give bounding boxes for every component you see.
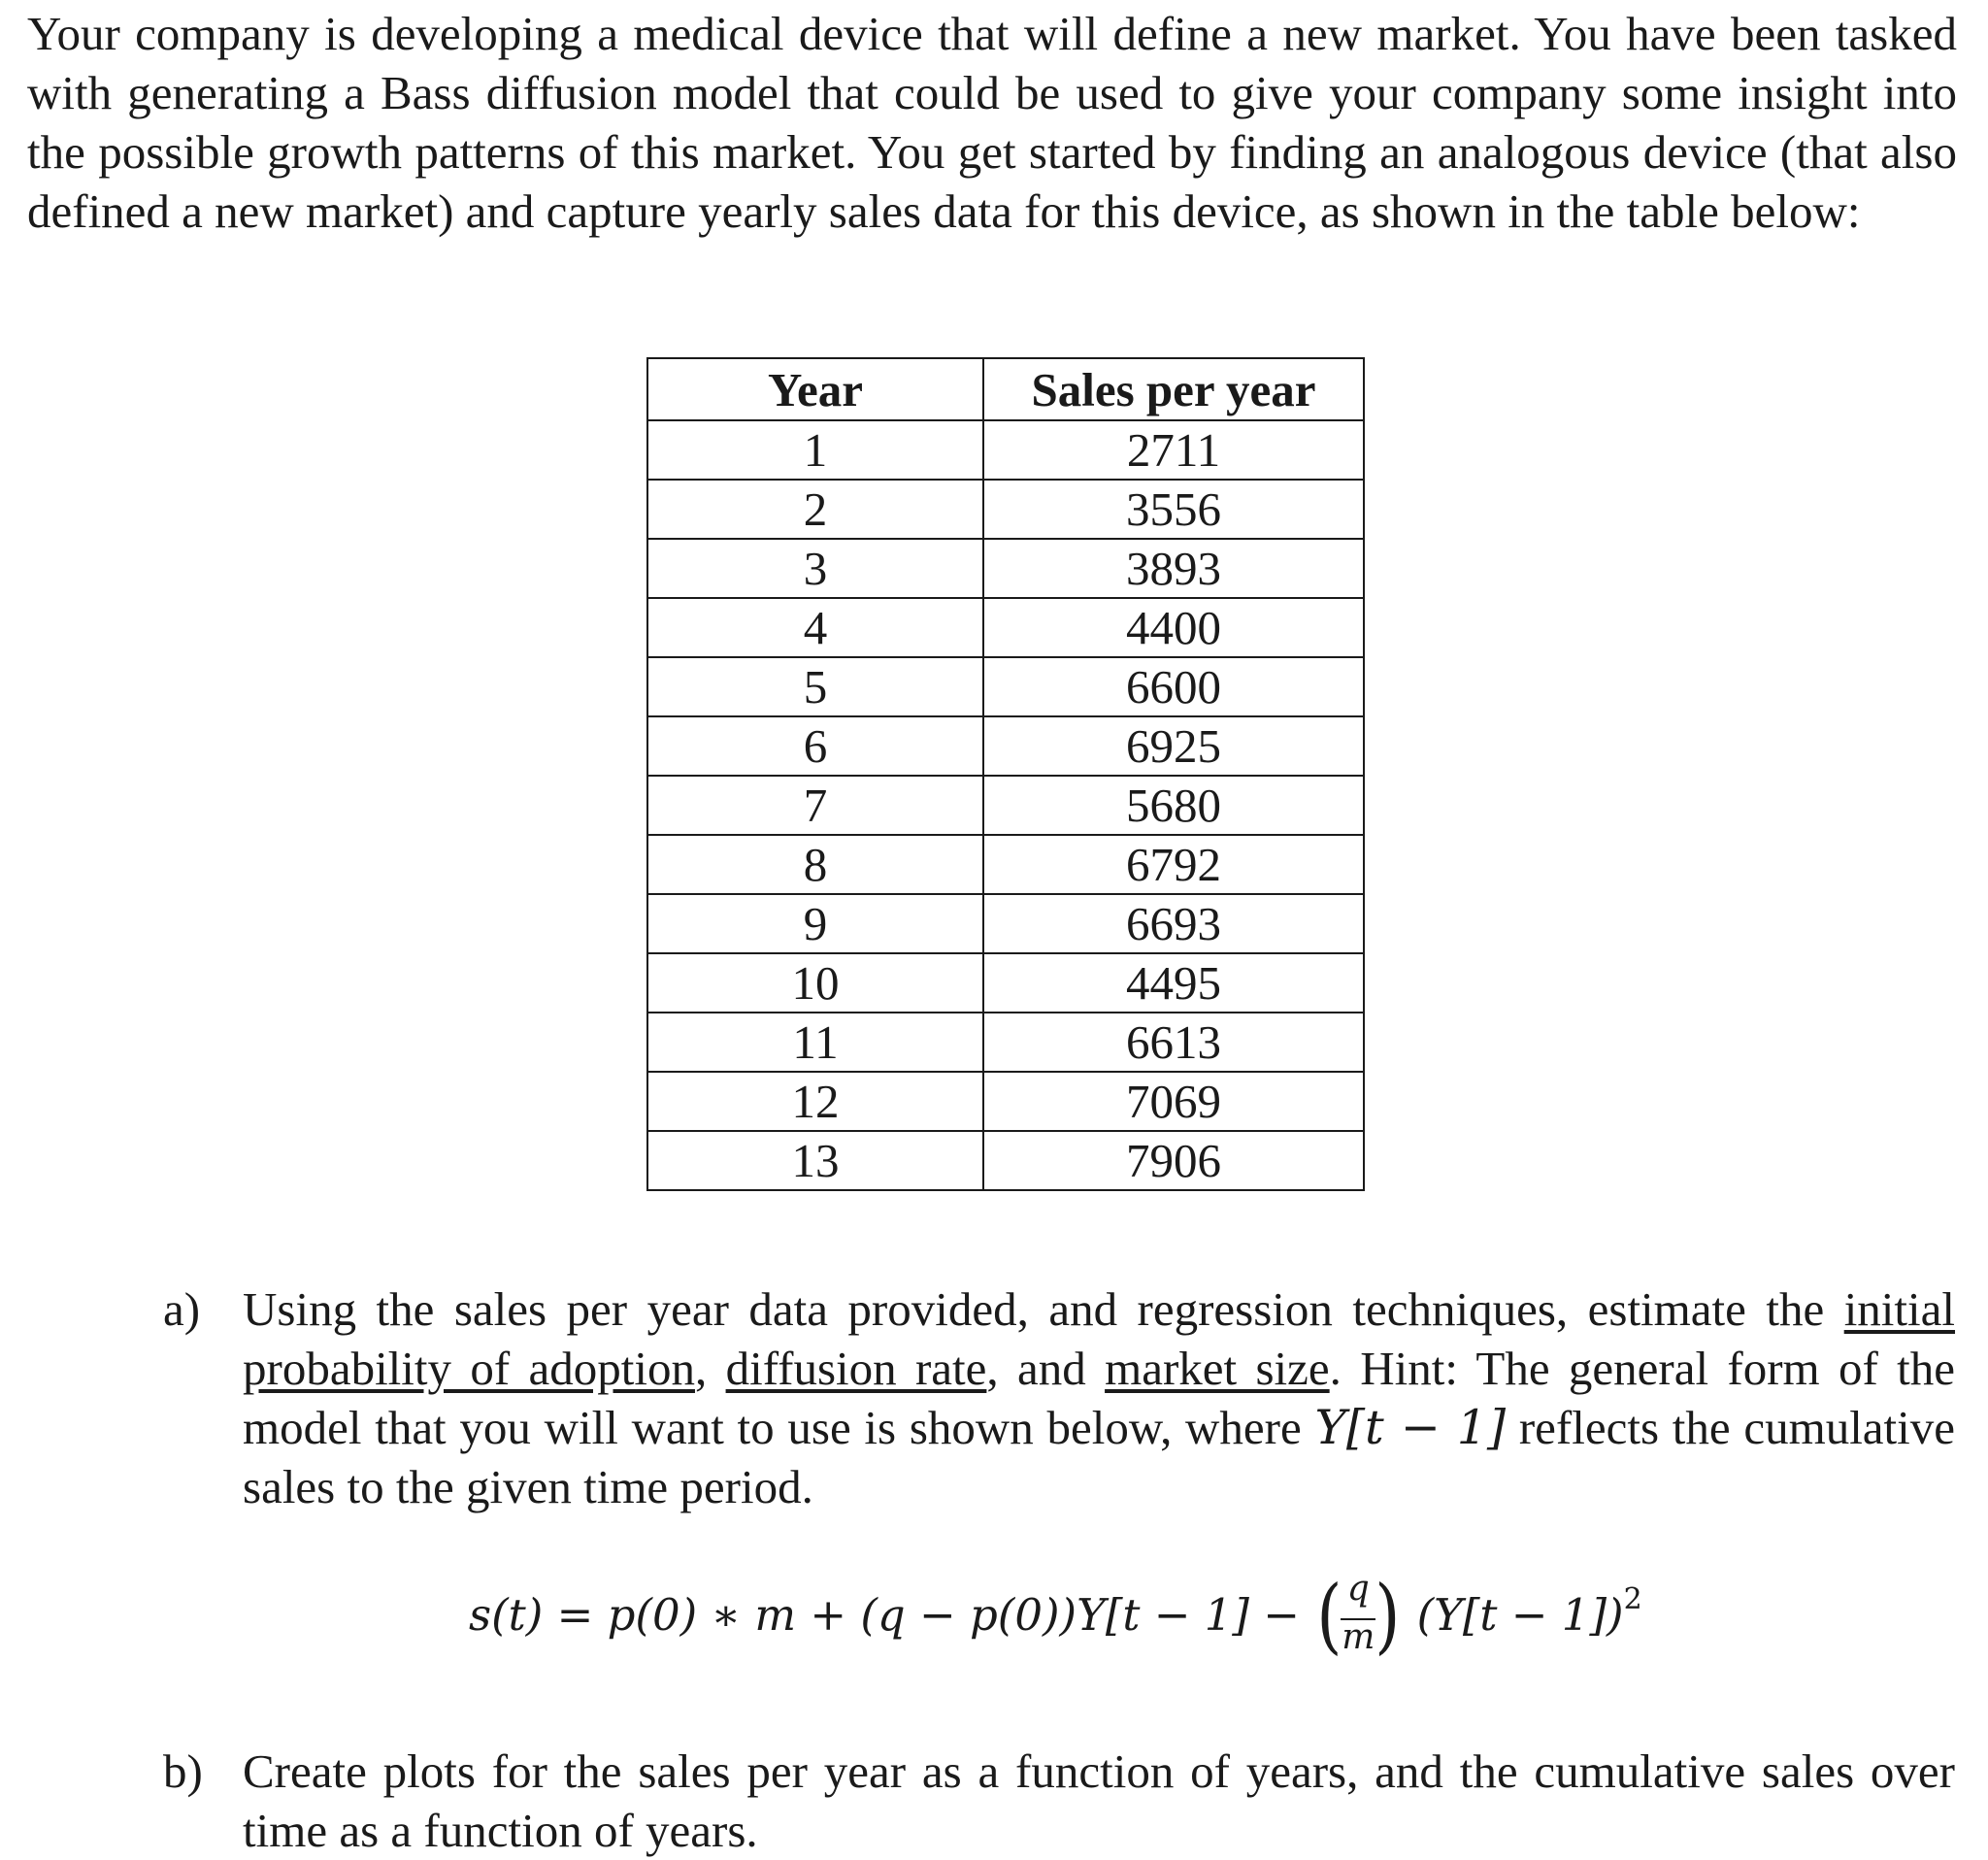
bass-formula <box>469 1556 1642 1663</box>
formula-rhs: (Y[t − 1]) <box>1416 1589 1624 1641</box>
cell-sales: 6792 <box>983 835 1364 894</box>
cell-year: 1 <box>647 420 983 480</box>
cell-year: 2 <box>647 480 983 539</box>
table-row <box>647 420 1364 480</box>
cell-year: 5 <box>647 657 983 716</box>
table-row <box>647 776 1364 835</box>
question-a <box>163 1279 1955 1516</box>
cell-year: 4 <box>647 598 983 657</box>
cell-sales: 6613 <box>983 1013 1364 1072</box>
cell-sales: 2711 <box>983 420 1364 480</box>
question-a-sep-2: , and <box>986 1342 1086 1395</box>
formula-fraction: ( q m ) <box>1313 1576 1403 1663</box>
table-row <box>647 1131 1364 1190</box>
question-a-text-2: . Hint: The general form of the model that you will want to use is shown below, where <box>243 1342 1956 1454</box>
formula-frac-numerator: q <box>1346 1568 1370 1609</box>
formula-frac-denominator: m <box>1342 1616 1375 1657</box>
cell-year: 11 <box>647 1013 983 1072</box>
term-diffusion-rate: diffusion rate <box>725 1342 987 1395</box>
table-row <box>647 716 1364 776</box>
cell-sales: 6693 <box>983 894 1364 953</box>
term-initial-probability: initial probability of adoption <box>243 1282 1956 1395</box>
table-row <box>647 1072 1364 1131</box>
table-row <box>647 539 1364 598</box>
intro-paragraph: Your company is developing a medical device that will define a new market. You have been tasked with generating a Bass diffusion model that could be used to give your company some insight into the possible growth patterns of this market. You get started by finding an analogous device (that also defined a new market) and capture yearly sales data for this device, as shown in the table below: <box>27 7 1957 238</box>
cell-sales: 3556 <box>983 480 1364 539</box>
table-row <box>647 480 1364 539</box>
question-a-text-1: Using the sales per year data provided, and regression techniques, estimate the <box>243 1282 1825 1336</box>
question-b-text: Create plots for the sales per year as a function of years, and the cumulative sales over time as a function of years. <box>243 1744 1955 1857</box>
cell-year: 10 <box>647 953 983 1013</box>
table-row <box>647 1013 1364 1072</box>
cell-year: 6 <box>647 716 983 776</box>
cell-sales: 7906 <box>983 1131 1364 1190</box>
cell-sales: 7069 <box>983 1072 1364 1131</box>
cell-year: 13 <box>647 1131 983 1190</box>
cell-sales: 5680 <box>983 776 1364 835</box>
table-row <box>647 598 1364 657</box>
table-row <box>647 953 1364 1013</box>
cell-year: 9 <box>647 894 983 953</box>
question-a-body <box>243 1279 1955 1516</box>
table-header-row <box>647 358 1364 420</box>
cell-year: 7 <box>647 776 983 835</box>
cell-sales: 3893 <box>983 539 1364 598</box>
math-cumulative-ref: Y[t − 1] <box>1314 1400 1507 1455</box>
cell-sales: 6600 <box>983 657 1364 716</box>
formula-lhs: s(t) = p(0) ∗ m + (q − p(0))Y[t − 1] − <box>469 1589 1300 1641</box>
question-b-letter: b) <box>163 1744 203 1798</box>
cell-year: 3 <box>647 539 983 598</box>
cell-year: 8 <box>647 835 983 894</box>
question-a-letter: a) <box>163 1282 201 1336</box>
header-year: Year <box>647 358 983 420</box>
term-market-size: market size <box>1105 1342 1330 1395</box>
cell-sales: 4400 <box>983 598 1364 657</box>
question-b <box>163 1742 1955 1860</box>
sales-table <box>646 357 1365 1191</box>
cell-sales: 6925 <box>983 716 1364 776</box>
table-row <box>647 835 1364 894</box>
question-a-sep-1: , <box>694 1342 708 1395</box>
cell-year: 12 <box>647 1072 983 1131</box>
table-row <box>647 657 1364 716</box>
table-row <box>647 894 1364 953</box>
question-a-text-3: reflects the cumulative sales to the given time period. <box>243 1401 1956 1513</box>
cell-sales: 4495 <box>983 953 1364 1013</box>
header-sales: Sales per year <box>983 358 1364 420</box>
formula-exponent: 2 <box>1623 1582 1642 1616</box>
